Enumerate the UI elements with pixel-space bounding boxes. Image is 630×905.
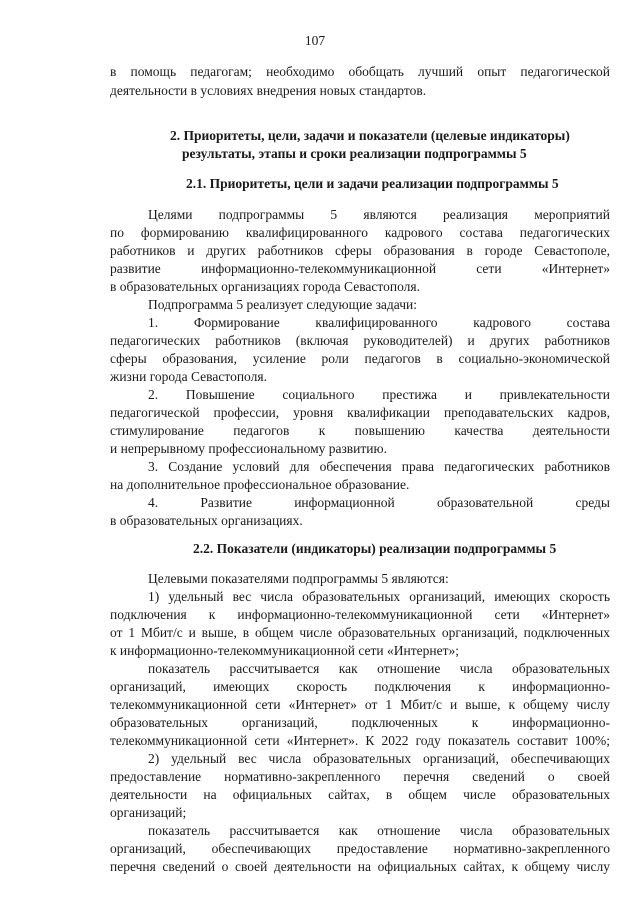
text-line: 2) удельный вес числа образовательных организаций, обеспечивающих xyxy=(148,751,610,766)
text-line: стимулирование педагогов к повышению качества деятельности xyxy=(110,423,610,438)
text-line: педагогических работников (включая руководителей) и других работников xyxy=(110,333,610,348)
text-line: 1) удельный вес числа образовательных организаций, имеющих скорость xyxy=(148,589,610,604)
section-heading-2-2: 2.2. Показатели (индикаторы) реализации подпрограммы 5 xyxy=(193,541,557,556)
text-line: Целевыми показателями подпрограммы 5 являются: xyxy=(148,571,449,586)
text-line: развитие информационно-телекоммуникационной сети «Интернет» xyxy=(110,261,610,276)
text-line: от 1 Мбит/с и выше, в общем числе образовательных организаций, подключенных xyxy=(110,625,610,640)
text-line: работников и других работников сферы образования в городе Севастополе, xyxy=(110,243,610,258)
text-line: к информационно-телекоммуникационной сети «Интернет»; xyxy=(110,643,460,658)
text-line: образовательных организаций, подключенных к информационно- xyxy=(110,715,610,730)
text-line: 2. Повышение социального престижа и привлекательности xyxy=(148,387,610,402)
text-line: перечня сведений о своей деятельности на официальных сайтах, к общему числу xyxy=(110,859,610,874)
text-line: жизни города Севастополя. xyxy=(110,369,267,384)
text-line: в помощь педагогам; необходимо обобщать лучший опыт педагогической xyxy=(110,64,610,79)
text-line: 3. Создание условий для обеспечения права педагогических работников xyxy=(148,459,610,474)
text-line: деятельности в условиях внедрения новых стандартов. xyxy=(110,83,427,98)
text-line: телекоммуникационной сети «Интернет» от 1 Мбит/с и выше, к общему числу xyxy=(110,697,610,712)
section-heading-2-line1: 2. Приоритеты, цели, задачи и показатели (целевые индикаторы) xyxy=(170,128,570,143)
text-line: организаций, имеющих скорость подключения к информационно- xyxy=(110,679,610,694)
section-heading-2-line2: результаты, этапы и сроки реализации подпрограммы 5 xyxy=(182,146,527,161)
text-line: показатель рассчитывается как отношение числа образовательных xyxy=(148,823,610,838)
text-line: на дополнительное профессиональное образование. xyxy=(110,477,410,492)
text-line: организаций; xyxy=(110,805,187,820)
text-line: Целями подпрограммы 5 являются реализация мероприятий xyxy=(148,207,610,222)
text-line: сферы образования, усиление роли педагогов в социально-экономической xyxy=(110,351,610,366)
text-line: подключения к информационно-телекоммуникационной сети «Интернет» xyxy=(110,607,610,622)
text-line: 1. Формирование квалифицированного кадрового состава xyxy=(148,315,610,330)
text-line: педагогической профессии, уровня квалификации преподавательских кадров, xyxy=(110,405,610,420)
text-line: предоставление нормативно-закрепленного перечня сведений о своей xyxy=(110,769,610,784)
text-line: Подпрограмма 5 реализует следующие задачи: xyxy=(148,297,417,312)
text-line: деятельности на официальных сайтах, в общем числе образовательных xyxy=(110,787,610,802)
text-line: 4. Развитие информационной образовательной среды xyxy=(148,495,610,510)
text-line: по формированию квалифицированного кадрового состава педагогических xyxy=(110,225,610,240)
text-line: в образовательных организациях города Севастополя. xyxy=(110,279,420,294)
section-heading-2-1: 2.1. Приоритеты, цели и задачи реализации подпрограммы 5 xyxy=(186,176,559,191)
text-line: и непрерывному профессиональному развитию. xyxy=(110,441,387,456)
text-line: телекоммуникационной сети «Интернет». К 2022 году показатель составит 100%; xyxy=(110,733,610,748)
text-line: в образовательных организациях. xyxy=(110,513,303,528)
text-line: показатель рассчитывается как отношение числа образовательных xyxy=(148,661,610,676)
page-number: 107 xyxy=(304,33,326,48)
text-line: организаций, обеспечивающих предоставление нормативно-закрепленного xyxy=(110,841,610,856)
